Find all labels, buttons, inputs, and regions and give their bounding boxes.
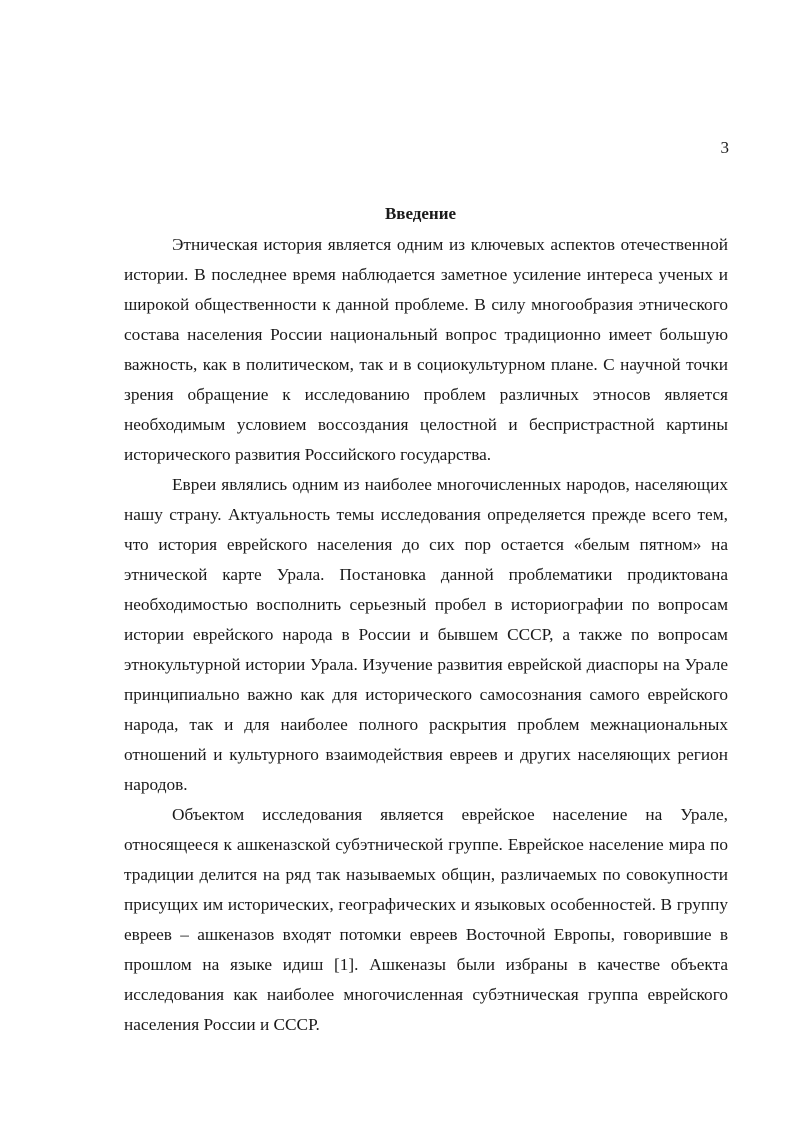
- paragraph-3: Объектом исследования является еврейское население на Урале, относящееся к ашкеназской субэтнической группе. Еврейское население мира по традиции делится на ряд так называемых общин, различаемых по совокупности присущих им исторических, географических и языковых особенностей. В группу евреев – ашкеназов входят потомки евреев Восточной Европы, говорившие в прошлом на языке идиш [1]. Ашкеназы были избраны в качестве объекта исследования как наиболее многочисленная субэтническая группа еврейского населения России и СССР.: [124, 805, 728, 1034]
- page-number: 3: [720, 138, 729, 157]
- body-text: [124, 230, 728, 1040]
- paragraph-1: Этническая история является одним из ключевых аспектов отечественной истории. В последнее время наблюдается заметное усиление интереса ученых и широкой общественности к данной проблеме. В силу многообразия этнического состава населения России национальный вопрос традиционно имеет большую важность, как в политическом, так и в социокультурном плане. С научной точки зрения обращение к исследованию проблем различных этносов является необходимым условием воссоздания целостной и беспристрастной картины исторического развития Российского государства.: [124, 235, 728, 464]
- paragraph-2: Евреи являлись одним из наиболее многочисленных народов, населяющих нашу страну. Актуальность темы исследования определяется прежде всего тем, что история еврейского населения до сих пор остается «белым пятном» на этнической карте Урала. Постановка данной проблематики продиктована необходимостью восполнить серьезный пробел в историографии по вопросам истории еврейского народа в России и бывшем СССР, а также по вопросам этнокультурной истории Урала. Изучение развития еврейской диаспоры на Урале принципиально важно как для исторического самосознания самого еврейского народа, так и для наиболее полного раскрытия проблем межнациональных отношений и культурного взаимодействия евреев и других населяющих регион народов.: [124, 475, 728, 794]
- section-title: Введение: [384, 204, 457, 223]
